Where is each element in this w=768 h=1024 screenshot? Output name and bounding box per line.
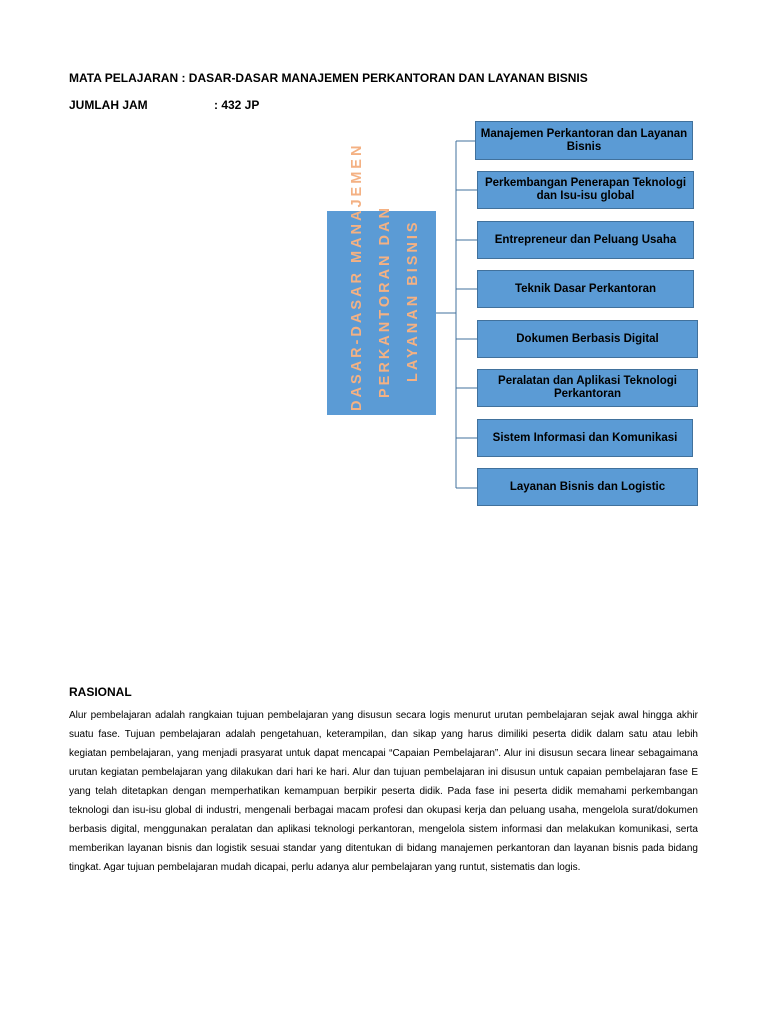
rasional-heading: RASIONAL — [69, 685, 132, 699]
topic-node: Perkembangan Penerapan Teknologi dan Isu-isu global — [477, 171, 694, 209]
main-label-line-3: LAYANAN BISNIS — [405, 219, 421, 382]
topic-node: Teknik Dasar Perkantoran — [477, 270, 694, 308]
hours-label: JUMLAH JAM — [69, 98, 148, 112]
main-label-line-2: PERKANTORAN DAN — [377, 205, 393, 398]
rasional-paragraph: Alur pembelajaran adalah rangkaian tujuan pembelajaran yang disusun secara logis menurut urutan pembelajaran sejak awal hingga akhir suatu fase. Tujuan pembelajaran adalah pengetahuan, keterampilan, dan sikap yang harus dimiliki peserta didik dalam satu atau lebih kegiatan pembelajaran, yang menjadi prasyarat untuk dapat mencapai “Capaian Pembelajaran”. Alur ini disusun secara linear sebagaimana urutan kegiatan pembelajaran yang dilakukan dari hari ke hari. Alur dan tujuan pembelajaran ini disusun untuk capaian pembelajaran fase E yang telah ditetapkan dengan memperhatikan kemampuan berpikir peserta didik. Pada fase ini peserta didik memahami perkembangan teknologi dan isu-isu global di industri, mengenali berbagai macam profesi dan okupasi kerja dan peluang usaha, mengelola surat/dokumen berbasis digital, menggunakan peralatan dan aplikasi teknologi perkantoran, mengelola sistem informasi dan melakukan komunikasi, serta memberikan layanan bisnis dan logistik sesuai standar yang ditentukan di bidang manajemen perkantoran dan layanan bisnis pada bidang tingkat. Agar tujuan pembelajaran mudah dicapai, perlu adanya alur pembelajaran yang runtut, sistematis dan logis. — [69, 710, 698, 873]
topic-node: Entrepreneur dan Peluang Usaha — [477, 221, 694, 259]
topic-node: Layanan Bisnis dan Logistic — [477, 468, 698, 506]
hours-value: : 432 JP — [214, 98, 260, 112]
main-label-line-1: DASAR-DASAR MANAJEMEN — [349, 142, 365, 411]
topic-node: Dokumen Berbasis Digital — [477, 320, 698, 358]
subject-line: MATA PELAJARAN : DASAR-DASAR MANAJEMEN PERKANTORAN DAN LAYANAN BISNIS — [69, 71, 588, 85]
topic-node: Manajemen Perkantoran dan Layanan Bisnis — [475, 121, 693, 160]
topic-node: Peralatan dan Aplikasi Teknologi Perkantoran — [477, 369, 698, 407]
topic-node: Sistem Informasi dan Komunikasi — [477, 419, 693, 457]
